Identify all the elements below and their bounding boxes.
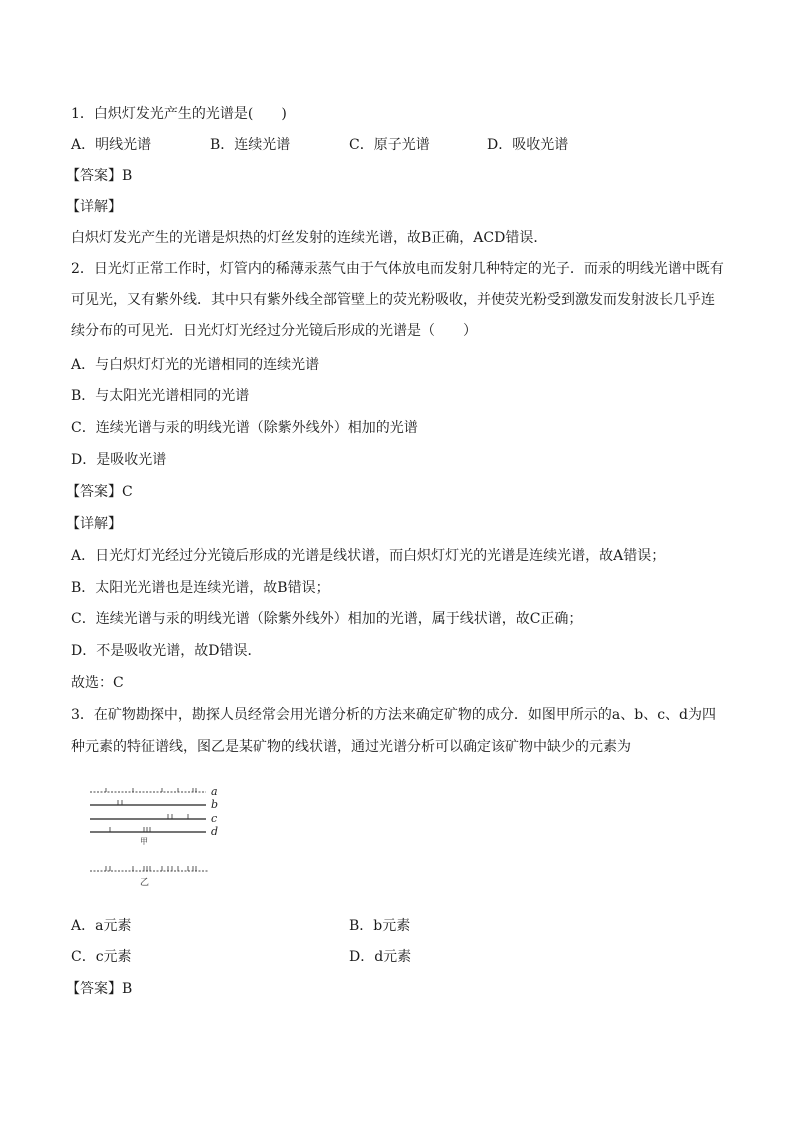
q3-option-c: C．c元素 [71,949,132,965]
q3-stem-line: 种元素的特征谱线，图乙是某矿物的线状谱，通过光谱分析可以确定该矿物中缺少的元素为 [71,739,631,755]
spectrum-row-label-d: d [211,825,219,838]
q2-stem-line: 续分布的可见光．日光灯灯光经过分光镜后形成的光谱是（ ） [71,323,477,339]
q2-detail-line: A．日光灯灯光经过分光镜后形成的光谱是线状谱，而白炽灯灯光的光谱是连续光谱，故A错误； [71,548,666,564]
figure-caption-jia: 甲 [140,837,148,846]
spectrum-row-label-c: c [211,812,218,825]
spectrum-figure-svg [88,780,228,890]
q3-option-b: B．b元素 [349,918,411,934]
q2-detail-label: 【详解】 [66,516,122,532]
q1-stem: 1．白炽灯发光产生的光谱是( ) [71,106,287,122]
q2-answer: 【答案】C [66,484,133,500]
q2-option-d: D．是吸收光谱 [71,452,167,468]
q1-option-a: A．明线光谱 [71,137,152,153]
spectrum-figure [88,780,228,890]
q3-stem-line: 3．在矿物勘探中，勘探人员经常会用光谱分析的方法来确定矿物的成分．如图甲所示的a、b、c、d为四 [71,707,717,723]
q1-option-d: D．吸收光谱 [487,137,569,153]
q2-stem-line: 2．日光灯正常工作时，灯管内的稀薄汞蒸气由于气体放电而发射几种特定的光子．而汞的明线光谱中既有 [71,261,724,277]
q1-option-c: C．原子光谱 [349,137,430,153]
spectrum-row-label-b: b [211,798,219,811]
q3-answer: 【答案】B [66,981,133,997]
q1-detail: 白炽灯发光产生的光谱是炽热的灯丝发射的连续光谱，故B正确，ACD错误． [71,230,548,246]
q2-detail-line: C．连续光谱与汞的明线光谱（除紫外线外）相加的光谱，属于线状谱，故C正确； [71,611,583,627]
q2-option-c: C．连续光谱与汞的明线光谱（除紫外线外）相加的光谱 [71,420,418,436]
q2-choice: 故选：C [71,675,124,691]
q3-option-a: A．a元素 [71,918,132,934]
figure-caption-yi: 乙 [140,878,150,888]
q2-stem-line: 可见光，又有紫外线．其中只有紫外线全部管壁上的荧光粉吸收，并使荧光粉受到激发而发射波长几乎连 [71,292,715,308]
spectrum-row-label-a: a [211,785,218,798]
q2-detail-line: B．太阳光光谱也是连续光谱，故B错误； [71,580,330,596]
q2-option-b: B．与太阳光光谱相同的光谱 [71,388,250,404]
q2-option-a: A．与白炽灯灯光的光谱相同的连续光谱 [71,357,320,373]
q3-option-d: D．d元素 [349,949,412,965]
q2-detail-line: D．不是吸收光谱，故D错误． [71,643,262,659]
q1-detail-label: 【详解】 [66,199,122,215]
q1-option-b: B．连续光谱 [210,137,291,153]
q1-answer: 【答案】B [66,168,133,184]
